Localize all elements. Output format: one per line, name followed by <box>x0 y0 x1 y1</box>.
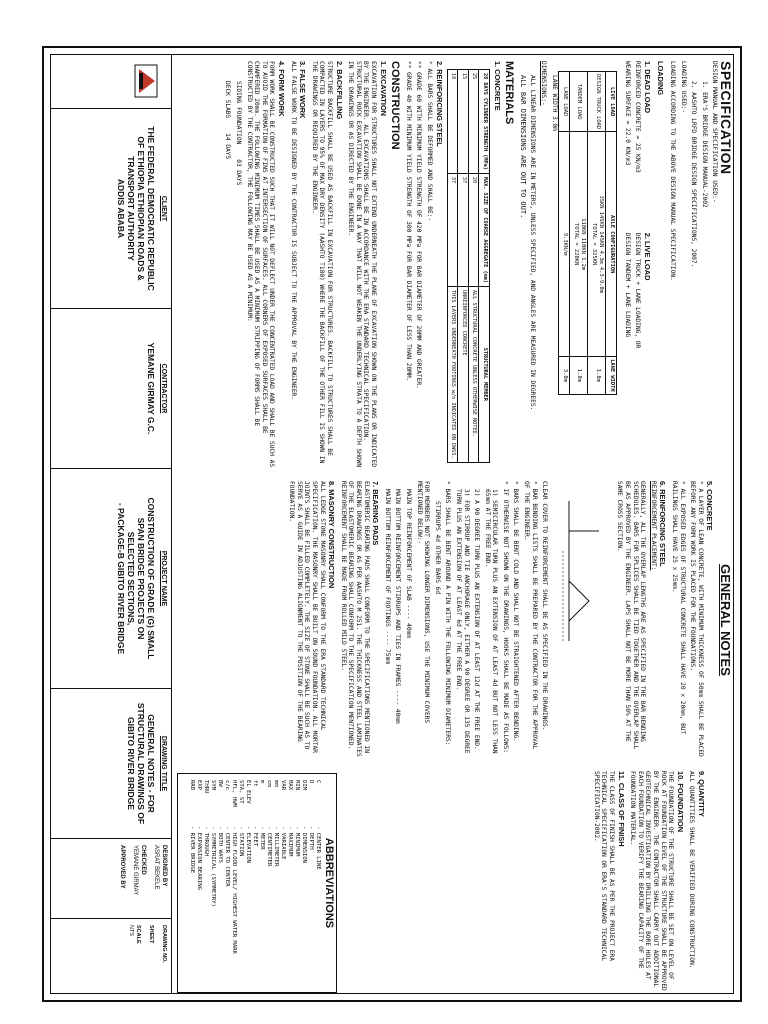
spec-line: 2. AASHTO LRFD BRIDGE DESIGN SPECIFICATIONS, 2007. <box>690 81 698 268</box>
abbreviation-key: BW <box>217 780 224 787</box>
abbreviation-key: DIM <box>301 780 308 791</box>
spec-line: DESIGN MANUAL AND SPECIFICATION USED:- <box>711 61 719 203</box>
abbreviation-key: SYM <box>210 780 217 791</box>
abbreviation-meaning: - CENTIMETER <box>266 826 273 867</box>
table-row <box>447 70 458 463</box>
abbreviation-row <box>209 780 216 986</box>
sheet-border <box>42 46 742 1002</box>
table-row <box>588 72 606 395</box>
abbreviation-meaning: - METER <box>259 826 266 850</box>
project-line: - PACKAGE-B GIBITO RIVER BRIDGE <box>116 502 126 655</box>
abbreviation-row <box>230 780 237 986</box>
sheet-label: SHEET <box>148 925 154 944</box>
axle-config: 9.3KN/m <box>562 232 569 256</box>
client-label: CLIENT <box>160 195 167 222</box>
gn-steel-line: FOR MEMBERS NOT SHOWING LONGER DIMENSIONS, USE THE MINIMUM COVERS MENTIONED BELOW:- <box>415 481 431 724</box>
abbreviation-key: MAX <box>287 780 294 791</box>
gn-masonry-text: ALL LEDGE STONE MASONRY SHALL CONFORM TO THE ERA STANDARD TECHNICAL SPECIFICATION. THE MASONRY SHALL BE BUILT ON SOUND FOUNDATION. ALL MORTAR JOINTS SHALL BE FILLED COMPLETELY. THE SIZE OF STONE SHALL BE SUCH AS TO SERVE AS A GUIDE IN ADJUSTING ALIGNMENT TO THE POSITION OF THE BEARING FOUNDATION. <box>288 481 326 753</box>
table-cell: 15 <box>458 70 469 174</box>
table-cell: DESIGN TRUCK LOAD <box>588 72 606 132</box>
construction-item-title: 4. FORM WORK <box>277 61 287 117</box>
table-cell <box>570 132 588 357</box>
abbreviation-meaning: - MILLIMETER <box>273 826 280 867</box>
table-cell: 1.8m <box>588 357 606 394</box>
abbreviation-meaning: - CENTER TO CENTER <box>224 826 231 887</box>
table-cell: 10 <box>447 70 458 174</box>
abbreviation-key: D <box>308 780 315 784</box>
project-line: SELECTED SECTIONS, <box>126 531 136 626</box>
construction-item-text: FORM WORK SHALL BE CONSTRUCTED SUCH THAT IT WILL NOT DEFLECT UNDER THE CONCENTRATED LOAD AND SHALL BE SUCH AS TO AVOID THE FORMATION OF FINS AT INTERSECTION OF SURFACES. ALL CORNERS OF EXPOSED SURFACES SHALL BE CHAMFERED 20mm. THE FOLLOWING MINIMUM TIMES SHALL BE USED AS A MINIMUM STRIPPING OF FORMS SHALL BE CONSTRUCTED BY THE CONTRACTOR, THE FOLLOWING MAY BE USED AS A MINIMUM: <box>245 61 276 468</box>
gn-steel-line: CLEAR COVER TO REINFORCEMENT SHALL BE AS SPECIFIED IN THE DRAWINGS. <box>541 481 549 731</box>
table-cell: 37 <box>447 173 458 286</box>
gn-steel-line: * BAR BENDING LISTS SHALL BE PREPARED BY THE CONTRACTOR FOR THE APPROVAL OF THE ENGINEER. <box>523 481 538 750</box>
table-header: LANE WIDTH <box>606 357 617 394</box>
abbreviation-meaning: - EXPANSION BEARING <box>196 826 203 890</box>
drawing-no-label: DRAWING NO. <box>161 925 167 963</box>
abbreviation-key: HFL, HWM <box>231 780 238 807</box>
abbreviation-row <box>286 780 293 986</box>
abbreviations-list <box>188 780 321 986</box>
live-load-line: DESIGN TRUCK + LANE LOADING, OR <box>634 232 642 349</box>
scale-label: SCALE <box>135 925 141 944</box>
drawing-line: STRUCTURAL DRAWINGS OF <box>136 702 146 825</box>
signature-cell <box>51 839 171 919</box>
scale-value: NTS <box>128 925 134 936</box>
client-line: OF ETHIOPIA ETHIOPIAN ROADS & <box>136 136 146 281</box>
table-row <box>458 70 469 463</box>
steel-title: 2. REINFORCING STEEL <box>434 61 444 147</box>
abbreviation-row <box>202 780 209 986</box>
axle-total: TOTAL = 220KN <box>572 223 579 266</box>
abbreviation-row <box>300 780 307 986</box>
table-cell: LANE LOAD <box>559 72 570 132</box>
project-line: SPAN BRIDGE PROJECTS ON <box>136 517 146 640</box>
steel-line: ** GRADE 40 WITH MINIMUM YIELD STRENGTH OF 300 MPa FOR BAR DIAMETER OF LESS THAN 20MM. <box>404 61 412 382</box>
gn-quantity-text: ALL QUANTITIES SHALL BE VERIFIED DURING CONSTRUCTION. <box>688 771 696 969</box>
loading-heading: LOADING <box>656 61 666 96</box>
abbreviation-key: EL ELEV <box>245 780 252 804</box>
abbreviation-row <box>293 780 300 986</box>
live-load-title: 2. LIVE LOAD <box>642 232 652 281</box>
abbreviation-key: m <box>259 780 266 784</box>
table-cell: TANDEM LOAD <box>570 72 588 132</box>
live-load-line: DESIGN TANDEM + LANE LOADING <box>623 232 631 338</box>
project-cell <box>51 469 171 689</box>
abbreviation-key: MIN <box>294 780 301 791</box>
client-line: TRANSPORT AUTHORITY <box>126 156 136 261</box>
gn-steel-line: 2) A 90 DEGREE TURN PLUS AN EXTENSION OF AT LEAST 12d AT THE FREE END. <box>473 489 481 750</box>
abbreviation-key: c/c <box>224 780 231 791</box>
drawing-label: DRAWING TITLE <box>160 735 167 792</box>
abbreviation-key: cm <box>266 780 273 787</box>
abbreviation-row <box>265 780 272 986</box>
abbreviation-row <box>258 780 265 986</box>
abbreviation-key: EXP <box>196 780 203 791</box>
spec-line: LOADING USED:- <box>679 61 687 114</box>
column-notes-right <box>171 765 733 1001</box>
abbreviation-meaning: - MINIMUM <box>294 826 301 857</box>
gn-steel-line: * BARS SHALL BE BENT COLD AND SHALL NOT BE STRAIGHTENED AFTER BENDING. <box>512 481 520 742</box>
gn-steel-line: * BARS SHALL BE BENT AROUND A PIN WITH THE FOLLOWING MINIMUM DIAMETERS: <box>444 481 452 746</box>
hook-detail-sketch <box>555 491 609 651</box>
client-cell <box>51 109 171 309</box>
abbreviation-row <box>279 780 286 986</box>
construction-item-text: ALL FALSE WORK TO BE DESIGNED BY THE CONTRACTOR IS SUBJECT TO THE APPROVAL BY THE ENGINEER. <box>289 61 297 400</box>
abbreviations-heading: ABBREVIATIONS <box>323 837 335 929</box>
abbreviation-row <box>307 780 314 986</box>
specification-heading: SPECIFICATION <box>718 61 734 175</box>
abbreviation-row <box>237 780 244 986</box>
table-cell <box>588 132 606 357</box>
abbreviation-key: VAR <box>280 780 287 791</box>
abbreviation-meaning: - HIGH FLOOD LEVEL/ HIGHEST WATER MARK <box>231 826 238 954</box>
abbreviation-meaning: - BOTH WAYS <box>217 826 224 864</box>
table-cell: ALL STRUCTURAL CONCRETE UNLESS OTHERWISE NOTED. <box>468 287 479 463</box>
table-cell: THIS LAYERS UNDERNEATH FOOTINGS w/n INDICATED ON DWGS. <box>447 287 458 463</box>
form-time-row <box>235 81 243 469</box>
abbreviation-row <box>244 780 251 986</box>
dimensions-text: ALL LINEAR DIMENSIONS ARE IN METERS, UNLESS SPECIFIED, AND ANGLES ARE MEASURED IN DEGREES. <box>529 75 537 411</box>
gn-steel-line: STIRRUPS 4d OTHER BARS 6d <box>433 501 441 595</box>
gn-bearing-text: ELASTOMERIC BEARING PADS SHALL CONFORM TO THE SPECIFICATIONS MENTIONED IN BEARING DRAWINGS OR AS PER AASHTO M 251. THE THICKNESS AND STEEL LAMINATES OF THE ELASTOMERIC BEARING SHALL CONFORM TO THE SPECIFICATION MENTIONED. REINFORCEMENT SHALL BE MADE FROM ROLLED MILD STEEL. <box>339 481 370 757</box>
table-row <box>570 72 588 395</box>
table-cell: 3.0m <box>559 357 570 394</box>
checked-value: YEMANE GIRMAY <box>132 845 139 896</box>
construction-item-title: 1. EXCAVATION <box>378 61 388 117</box>
form-time-days: 03 DAYS <box>235 159 243 186</box>
abbreviation-key: THRU <box>203 780 210 794</box>
abbreviation-key: RRB <box>189 780 196 791</box>
gn-foundation-text: THE FOUNDATION OF THE STRUCTURE SHALL BE SET ON LEVEL OF ROCK AT FOUNDATION LEVEL OF THE STRUCTURE SHALL BE APPROVED BY THE ENGINEER. THE CONTRACTOR SHALL CARRY OUT ADDITIONAL GEOTECHNICAL INVESTIGATION BY DRILLING THE BORE HOLES AT EACH FOUNDATION TO VERIFY THE BEARING CAPACITY OF THE FOUNDATION MATERIAL. <box>629 771 675 991</box>
table-row <box>559 72 570 395</box>
construction-item-text: EXCAVATION FOR STRUCTURES SHALL NOT EXTEND UNDERNEATH THE PLANE OF EXCAVATION SHOWN ON THE PLANS OR INDICATED BY THE ENGINEER. ALL EXCAVATIONS SHALL BE IN ACCORDANCE WITH THE ERA STANDARD TECHNICAL SPECIFICATION. STRUCTURAL ROCK EXCAVATION SHALL BE DONE IN A WAY THAT WILL NOT WEAKEN THE UNDERLYING STRATA TO A DEPTH SHOWN IN THE DRAWINGS OR AS DIRECTED BY THE ENGINEER. <box>347 61 377 468</box>
dead-load-line: REINFORCED CONCRETE = 25 KN/m3 <box>634 61 642 173</box>
table-header: STRUCTURAL MEMBER <box>479 287 490 463</box>
construction-item-text: STRUCTURE BACKFILL SHALL BE USED AS BACKFILL IN EXCAVATION FOR STRUCTURES. BACKFILL TO STRUCTURES SHALL BE COMPACTED IN LAYERS TO 95% OF MAX DRY DENSITY (AASHTO T180) WHERE THE BACKFILL OF THE OTHER FILL IS SHOWN IN THE DRAWINGS OR REQUIRED BY THE ENGINEER. <box>310 61 334 464</box>
gn-bearing-title: 7. BEARING PADS <box>371 481 381 546</box>
abbreviation-row <box>272 780 279 986</box>
dead-load-title: 1. DEAD LOAD <box>642 61 652 114</box>
abbreviation-row <box>223 780 230 986</box>
abbreviation-key: STA, ST <box>238 780 245 804</box>
spec-line: LOADING ACCORDING TO THE ABOVE DESIGN MANUAL SPECIFICATION. <box>669 61 677 281</box>
contractor-label: CONTRACTOR <box>160 363 167 414</box>
table-cell: 37 <box>458 173 469 286</box>
abbreviations-box <box>177 773 337 993</box>
gn-steel-line: MAIN BOTTOM REINFORCEMENT STIRRUPS AND TIES IN FRAMES ---- 40mm <box>394 489 402 724</box>
table-cell: 20 <box>468 173 479 286</box>
axle-config: 35KN 145KN 145KN 4.3m 4.3-9.0m <box>598 195 605 293</box>
live-load-table <box>559 71 618 395</box>
abbreviation-meaning: - DIMENSION <box>301 826 308 864</box>
abbreviation-meaning: - DEPTH <box>308 826 315 850</box>
drawing-line: GENERAL NOTES - FOR <box>146 714 156 813</box>
gn-concrete-line: * ALL EXPOSED EDGES OF STRUCTURAL CONCRETE SHALL HAVE 20 x 20mm, BUT RAILINGS SHALL HAVE 25 x 25mm. <box>671 481 686 735</box>
table-header: MAX. SIZE OF COARSE AGGREGATE (mm) <box>479 173 490 286</box>
abbreviation-meaning: - VARIABLE <box>280 826 287 860</box>
general-notes-heading: GENERAL NOTES <box>718 564 733 676</box>
abbreviation-row <box>216 780 223 986</box>
dimensions-label: DIMENSIONS:- <box>539 61 547 106</box>
abbreviation-meaning: - STATION <box>238 826 245 857</box>
gn-concrete-line: * A LAYER OF LEAN CONCRETE, WITH MINIMUM THICKNESS OF 50mm SHALL BE PLACED BEFORE ANY FORM WORK IS PLACED FOR THE FOUNDATIONS. <box>689 481 704 757</box>
gn-steel-line: MAIN BOTTOM REINFORCEMENT OF FOOTINGS ---- 75mm <box>383 489 391 665</box>
abbreviation-meaning: - THROUGH <box>203 826 210 857</box>
abbreviation-meaning: - SYMMETRICAL (SYMMETRY) <box>210 826 217 907</box>
sheet-inner <box>50 54 734 994</box>
approved-label: APPROVED BY <box>119 845 125 889</box>
table-cell <box>559 132 570 357</box>
gn-finish-title: 11. CLASS OF FINISH <box>616 771 626 847</box>
concrete-table <box>447 69 490 463</box>
gn-steel-line: GENERALLY, ALL THE OVERLAP LENGTHS ARE AS SPECIFIED IN THE BAR BENDING SCHEDULES. BARS FOR SPLICES SHALL BE TIED TOGETHER AND THE OVERLAP SHALL BE AS APPROVED BY THE ENGINEER. LAPS SHALL NOT BE MORE THAN 50% AT THE SAME CROSS SECTION. <box>616 481 647 750</box>
title-block <box>51 55 172 993</box>
gn-steel-title: 6. REINFORCING STEEL <box>658 481 668 567</box>
spec-line: 1. ERA'S BRIDGE DESIGN MANUAL-2002 <box>700 81 708 208</box>
axle-total: TOTAL = 325KN <box>590 223 597 266</box>
gn-foundation-title: 10. FOUNDATION <box>675 771 685 833</box>
table-row <box>468 70 479 463</box>
abbreviation-meaning: - FEET <box>252 826 259 847</box>
form-time-member: SIDING FOUNDATION <box>235 81 243 145</box>
contractor-cell <box>51 309 171 469</box>
abbreviation-meaning: - MAXIMUM <box>287 826 294 857</box>
logo-cell <box>51 55 171 109</box>
gn-steel-line: MAIN TOP REINFORCEMENT OF SLAB ---- 40mm <box>404 489 412 639</box>
construction-item-title: 3. FALSE WORK <box>298 61 308 119</box>
abbreviation-row <box>188 780 195 986</box>
table-header: LIVE LOAD <box>606 72 617 132</box>
checked-label: CHECKED <box>140 845 146 875</box>
form-time-days: 14 DAYS <box>224 133 232 160</box>
materials-heading: MATERIALS <box>503 61 516 125</box>
concrete-title: 1. CONCRETE <box>492 61 502 111</box>
axle-config: 110KN 110KN 1.2m <box>580 218 587 271</box>
designed-value: ASRAT BEKELE <box>153 845 160 890</box>
bar-dimensions-text: ALL BAR DIMENSIONS ARE OUT TO OUT. <box>518 75 527 219</box>
abbreviation-meaning: - ELEVATION <box>245 826 252 864</box>
gn-steel-line: 3) FOR STIRRUP AND TIE ANCHORAGE ONLY, EITHER A 90 DEGREE OR 135 DEGREE TURN PLUS AN EXTENSION OF AT LEAST 6d AT THE FREE END. <box>454 489 470 754</box>
project-label: PROJECT NAME <box>160 550 167 607</box>
table-header: 28 DAYS CYLINDER STRENGTH (MPa) <box>479 70 490 174</box>
table-header: AXLE CONFIGURATION <box>606 132 617 357</box>
table-cell: 1.8m <box>570 357 588 394</box>
abbreviation-meaning: - CENTER LINE <box>315 826 322 870</box>
designed-label: DESIGNED BY <box>161 845 167 887</box>
dead-load-line: WEARING SURFACE = 22.0 KN/m3 <box>623 61 631 166</box>
gn-finish-text: THE CLASS OF FINISH SHALL BE AS PER THE PROJECT ERA TECHNICAL SPECIFICATION OR ERA'S STANDARD TECHNICAL SPECIFICATION-2002. <box>592 771 616 961</box>
abbreviation-meaning: - RIVER BRIDGE <box>189 826 196 874</box>
construction-item-title: 2. BACKFILLING <box>334 61 344 120</box>
client-line: THE FEDERAL DEMOCRATIC REPUBLIC <box>146 126 156 291</box>
drawing-line: GIBITO RIVER BRIDGE <box>126 717 136 810</box>
steel-line: ** GRADE 60 WITH MINIMUM YIELD STRENGTH OF 420 MPa FOR BAR DIAMETER OF 20MM AND GREATER. <box>415 61 423 389</box>
gn-quantity-title: 9. QUANTITY <box>697 771 706 817</box>
construction-heading: CONSTRUCTION <box>389 61 402 150</box>
era-logo <box>127 61 167 101</box>
drawing-title-cell <box>51 689 171 839</box>
client-line: ADDIS ABABA <box>116 178 126 239</box>
lane-width-label: LANE WIDTH 3.0m <box>551 75 559 131</box>
form-time-row <box>224 81 232 469</box>
gn-steel-line: 1) SEMICIRCULAR TURN PLUS AN EXTENSION OF AT LEAST 4d BUT NOT LESS THAN 65mm AT THE FREE END. <box>483 489 499 754</box>
abbreviation-row <box>251 780 258 986</box>
column-general-notes <box>171 475 733 765</box>
abbreviation-key: mm <box>273 780 280 787</box>
contractor-line: YEMANE GIRMAY G.C. <box>146 342 156 435</box>
abbreviation-key: ft <box>252 780 259 787</box>
abbreviation-row <box>195 780 202 986</box>
drawing-number-cell <box>51 919 171 993</box>
form-time-member: DECK SLABS <box>224 81 232 119</box>
gn-concrete-title: 5. CONCRETE <box>705 481 715 531</box>
project-line: CONSTRUCTION OF GRADE (G) SMALL <box>146 497 156 660</box>
table-cell: 25 <box>468 70 479 174</box>
table-cell: UNREINFORCED CONCRETE <box>458 287 469 463</box>
column-specification <box>171 55 733 475</box>
gn-steel-sub: REINFORCEMENT PLACEMENT: <box>649 481 657 571</box>
abbreviation-key: C <box>315 780 322 784</box>
steel-line: * ALL BARS SHALL BE DEFORMED AND SHALL BE:- <box>425 61 433 222</box>
gn-masonry-title: 8. MASONRY CONSTRUCTION <box>327 481 337 589</box>
gn-steel-line: * IF OTHERWISE NOT SHOWN ON THE DRAWINGS, HOOKS SHALL BE MADE AS FOLLOWS: <box>501 481 509 753</box>
abbreviation-row <box>314 780 321 986</box>
